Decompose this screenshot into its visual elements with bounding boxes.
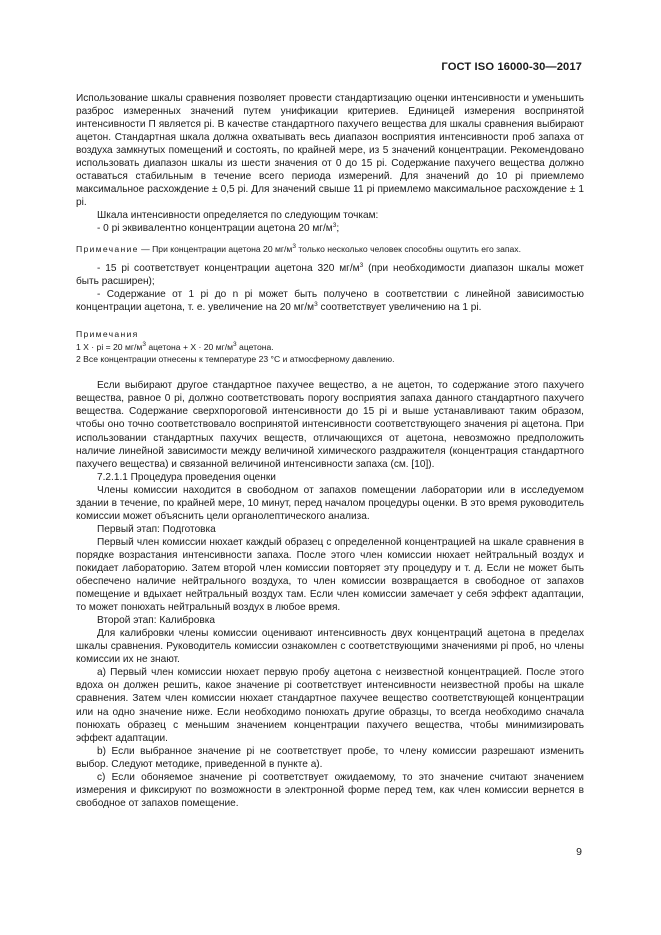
scale-point-0: - 0 pi эквивалентно концентрации ацетона 20 $мг/м^3$; [97,222,340,235]
stage1-text: Первый член комиссии нюхает каждый образец с определенной концентрацией на шкале сравнения в порядке возрастания интенсивности запаха. После этого член комиссии нюхает нейтральный воздух и покидает лабораторию. Затем второй член комиссии повторяет эту процедуру и т. д. Если не может быть обеспечено наличие нейтрального воздуха, то член комиссии возвращается в свободное от запахов помещение и вдыхает нейтральный воздух там. Если член комиссии замечает у себя эффект адаптации, то может понюхать нейтральный воздух в любое время. [76,536,584,614]
scale-point-linear: - Содержание от 1 pi до n pi может быть получено в соответствии с линейной зависимостью концентрации ацетона, т. е. увеличение на 20 $мг/м^3$ соответствует увеличению на 1 pi. [76,289,584,314]
item-b: b) Если выбранное значение pi не соответствует пробе, то члену комиссии разрешают изменить выбор. Следуют методике, приведенной в пункте а). [76,745,584,770]
item-a: а) Первый член комиссии нюхает первую пробу ацетона с неизвестной концентрацией. После этого вдоха он должен решить, какое значение pi соответствует интенсивности неизвестной пробы на шкале сравнения. Затем член комиссии нюхает стандартное пахучее вещество соответствующей концентрации или на одно значение ниже. Если необходимо понюхать другие образцы, то всегда необходимо сначала понюхать образец с меньшим значением концентрации пахучего вещества, чтобы минимизировать эффект адаптации. [76,667,584,744]
scale-points-intro: Шкала интенсивности определяется по следующим точкам: [97,210,379,222]
stage2-text: Для калибровки члены комиссии оценивают интенсивность двух концентраций ацетона в пределах шкалы сравнения. Руководитель комиссии ознакомлен с соответствующими значениями pi проб, но члены комиссии их не знают. [76,628,584,666]
notes-title: Примечания [76,329,139,340]
item-c: с) Если обоняемое значение pi соответствует ожидаемому, то это значение считают значением измерения и фиксируют по возможности в электронной форме перед тем, как член комиссии вернется в свободное от запахов помещение. [76,771,584,809]
alt-standard-paragraph: Если выбирают другое стандартное пахучее вещество, а не ацетон, то содержание этого пахучего вещества, равное 0 pi, должно соответствовать порогу восприятия запаха данного стандартного пахучего вещества. Содержание сверхпороговой интенсивности до 15 pi и выше устанавливают таким образом, чтобы оно точно соответствовало воспринятой интенсивности соответствующего значения pi ацетона. При использовании стандартных пахучих веществ, отличающихся от ацетона, невозможно предположить наличие линейной зависимости между величиной химического раздражителя (концентрация стандартного пахучего вещества) и связанной величиной интенсивности запаха (см. [10]). [76,380,584,470]
note-1: 1 X · pi = 20 $мг/м^3$ ацетона + X · 20 $мг/м^3$ ацетона. [76,340,274,352]
scale-point-15: - 15 pi соответствует концентрации ацетона 320 $мг/м^3$ (при необходимости диапазон шкалы может быть расширен); [76,261,584,287]
procedure-heading: 7.2.1.1 Процедура проведения оценки [97,471,276,483]
note-text: — При концентрации ацетона 20 $мг/м^3$ только несколько человек способны ощутить его запах. [141,242,521,254]
page-number: 9 [576,846,582,858]
note-acetone-20 [76,243,584,255]
page-body [76,92,584,810]
document-code: ГОСТ ISO 16000-30—2017 [441,61,582,73]
procedure-intro: Члены комиссии находится в свободном от запахов помещении лаборатории или в исследуемом здании в течение, по крайней мере, 10 минут, перед началом процедуры оценки. В это время руководитель комиссии может объяснить цели органолептического анализа. [76,484,584,522]
note-2: 2 Все концентрации отнесены к температуре 23 °С и атмосферному давлению. [76,353,395,364]
note-title: Примечание [76,243,139,254]
stage1-title: Первый этап: Подготовка [97,523,216,535]
intro-paragraph: Использование шкалы сравнения позволяет провести стандартизацию оценки интенсивности и уменьшить разброс измеренных значений путем унификации критериев. Единицей измерения воспринятой интенсивности П является pi. В качестве стандартного пахучего вещества для шкалы сравнения выбирают ацетон. Стандартная шкала должна охватывать весь диапазон восприятия интенсивности проб запаха от воздуха замкнутых помещений и состоять, по крайней мере, из 5 значений концентрации. Рекомендовано использовать диапазон шкалы из шести значения от 0 до 15 pi. Содержание пахучего вещества должно оставаться стабильным в течение всего периода измерений. Для значений до 10 pi приемлемо максимальное расхождение ± 0,5 pi. Для значений свыше 11 pi приемлемо максимальное расхождение ± 1 pi. [76,93,584,209]
stage2-title: Второй этап: Калибровка [97,615,215,627]
